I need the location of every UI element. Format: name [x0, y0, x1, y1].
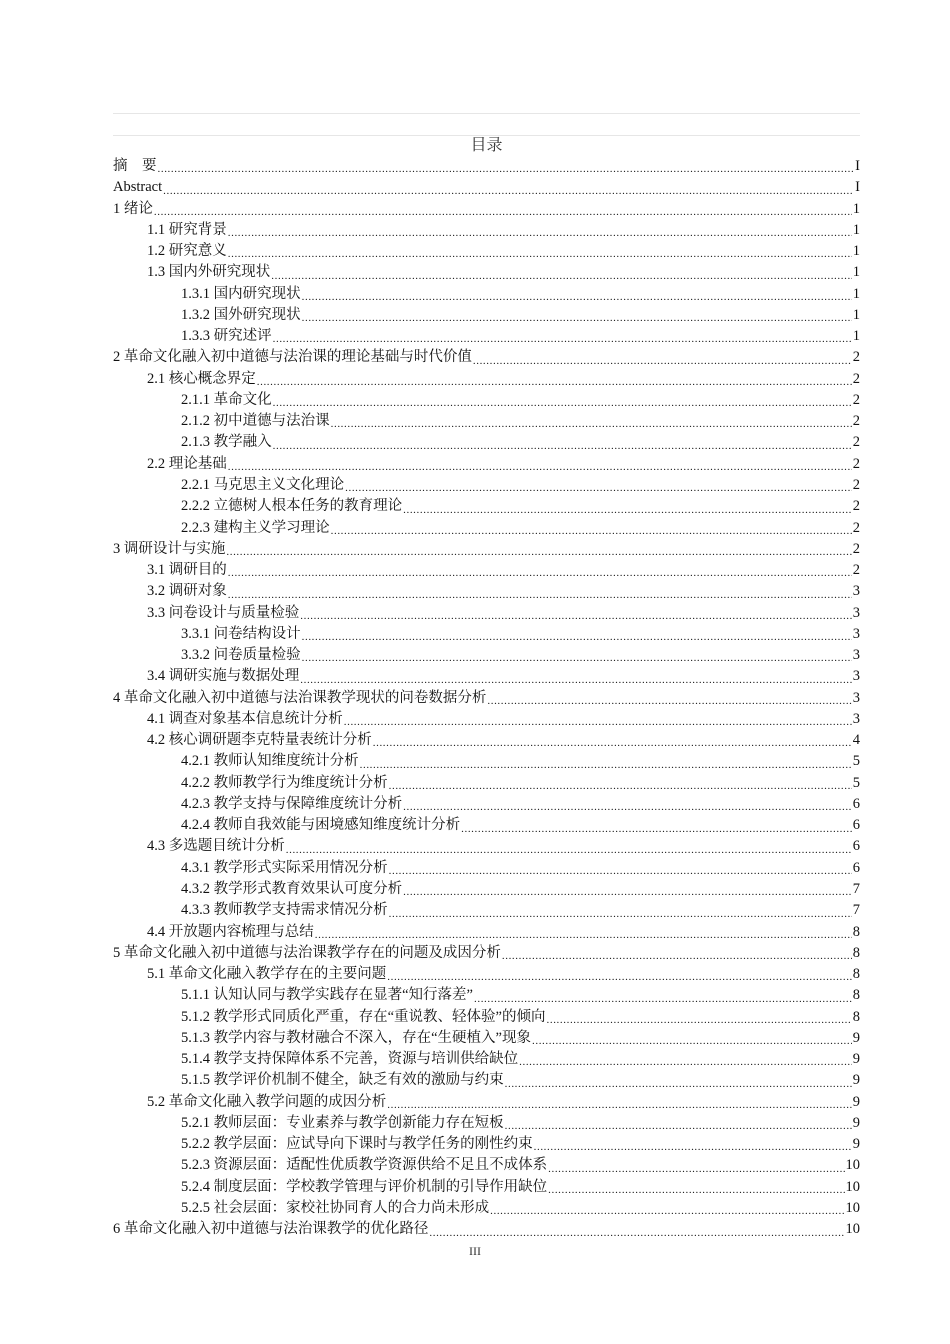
toc-dot-leader — [163, 177, 854, 198]
toc-entry-title: 2.2.1 马克思主义文化理论 — [181, 476, 345, 493]
header-rule-top — [113, 113, 860, 114]
toc-dot-leader — [228, 220, 852, 241]
toc-entry[interactable] — [113, 837, 860, 858]
toc-entry-title: 2 革命文化融入初中道德与法治课的理论基础与时代价值 — [113, 349, 472, 366]
toc-entry-page: 10 — [845, 1178, 860, 1195]
toc-entry[interactable] — [113, 900, 860, 921]
toc-dot-leader — [548, 1155, 844, 1176]
toc-dot-leader — [273, 326, 852, 347]
toc-entry-title: 4.3.2 教学形式教育效果认可度分析 — [181, 881, 403, 898]
toc-dot-leader — [387, 1092, 852, 1113]
toc-entry-title: 4.3.3 教师教学支持需求情况分析 — [181, 902, 388, 919]
toc-entry-page: 10 — [845, 1200, 860, 1216]
toc-entry-page: 10 — [845, 1157, 860, 1174]
toc-entry-page: 1 — [852, 328, 860, 345]
toc-entry-title: 5.1.2 教学形式同质化严重，存在“重说教、轻体验”的倾向 — [181, 1008, 546, 1025]
toc-entry-title: 4.3.1 教学形式实际采用情况分析 — [181, 859, 388, 876]
toc-entry[interactable] — [113, 1028, 860, 1049]
toc-entry-title: 5.1.5 教学评价机制不健全，缺乏有效的激励与约束 — [181, 1072, 504, 1089]
toc-entry-title: 2.1.3 教学融入 — [181, 434, 272, 451]
toc-dot-leader — [286, 837, 852, 858]
toc-entry[interactable] — [113, 454, 860, 475]
toc-entry-title: 4.2.2 教师教学行为维度统计分析 — [181, 774, 388, 791]
toc-entry-page: 8 — [852, 966, 860, 983]
toc-entry-page: 5 — [852, 774, 860, 791]
toc-entry-title: 1.3 国内外研究现状 — [147, 264, 271, 281]
toc-entry-page: 6 — [852, 859, 860, 876]
toc-dot-leader — [403, 879, 852, 900]
toc-entry-page: 9 — [852, 1029, 860, 1046]
toc-dot-leader — [548, 1177, 844, 1198]
toc-entry-page: 8 — [852, 987, 860, 1004]
toc-entry[interactable] — [113, 581, 860, 602]
toc-entry[interactable] — [113, 1219, 860, 1240]
toc-entry[interactable] — [113, 432, 860, 453]
toc-entry-page: 3 — [852, 647, 860, 664]
toc-entry-page: 1 — [852, 243, 860, 260]
toc-dot-leader — [257, 369, 852, 390]
toc-dot-leader — [315, 922, 852, 943]
toc-dot-leader — [387, 964, 852, 985]
toc-entry-page: 9 — [852, 1114, 860, 1131]
toc-entry[interactable] — [113, 156, 860, 177]
toc-entry-page: 9 — [852, 1136, 860, 1153]
toc-entry-title: 5 革命文化融入初中道德与法治课教学存在的问题及成因分析 — [113, 944, 501, 961]
toc-dot-leader — [389, 858, 852, 879]
toc-entry-page: 3 — [852, 689, 860, 706]
toc-dot-leader — [228, 560, 852, 581]
toc-entry[interactable] — [113, 624, 860, 645]
toc-entry[interactable] — [113, 475, 860, 496]
toc-dot-leader — [228, 241, 852, 262]
toc-entry-title: 5.2.3 资源层面：适配性优质教学资源供给不足且不成体系 — [181, 1157, 548, 1174]
toc-entry-title: 2.2.2 立德树人根本任务的教育理论 — [181, 498, 403, 515]
toc-entry-title: 2.2 理论基础 — [147, 455, 227, 472]
toc-entry-title: 5.2 革命文化融入教学问题的成因分析 — [147, 1093, 387, 1110]
toc-dot-leader — [547, 1007, 852, 1028]
toc-entry-page: 9 — [852, 1051, 860, 1068]
toc-entry-title: 3.1 调研目的 — [147, 562, 227, 579]
toc-entry[interactable] — [113, 943, 860, 964]
toc-dot-leader — [505, 1070, 852, 1091]
toc-entry-title: 5.1.1 认知认同与教学实践存在显著“知行落差” — [181, 987, 473, 1004]
toc-dot-leader — [461, 815, 852, 836]
toc-entry-page: 3 — [852, 625, 860, 642]
toc-entry[interactable] — [113, 773, 860, 794]
toc-entry[interactable] — [113, 751, 860, 772]
toc-entry-title: 4.2.1 教师认知维度统计分析 — [181, 753, 359, 770]
toc-entry[interactable] — [113, 1177, 860, 1198]
toc-entry-page: 2 — [852, 434, 860, 451]
toc-entry-page: 7 — [852, 902, 860, 919]
toc-dot-leader — [373, 730, 852, 751]
toc-entry-page: 1 — [852, 285, 860, 302]
toc-entry-page: 10 — [845, 1221, 860, 1238]
toc-entry[interactable] — [113, 603, 860, 624]
toc-entry-page: 9 — [852, 1093, 860, 1110]
toc-entry-page: 2 — [852, 370, 860, 387]
toc-entry-title: 4.2 核心调研题李克特量表统计分析 — [147, 732, 372, 749]
toc-dot-leader — [300, 603, 852, 624]
toc-entry-title: 5.2.2 教学层面：应试导向下课时与教学任务的刚性约束 — [181, 1136, 533, 1153]
toc-dot-leader — [331, 518, 852, 539]
toc-entry-page: 6 — [852, 795, 860, 812]
toc-dot-leader — [403, 794, 852, 815]
toc-dot-leader — [532, 1028, 852, 1049]
toc-entry[interactable] — [113, 411, 860, 432]
toc-entry[interactable] — [113, 964, 860, 985]
toc-entry[interactable] — [113, 518, 860, 539]
toc-dot-leader — [300, 666, 852, 687]
toc-entry-page: I — [855, 157, 860, 174]
toc-entry-page: 3 — [852, 710, 860, 727]
toc-entry[interactable] — [113, 262, 860, 283]
toc-entry-page: 8 — [852, 1008, 860, 1025]
toc-entry-title: 3.3 问卷设计与质量检验 — [147, 604, 300, 621]
toc-dot-leader — [302, 624, 852, 645]
toc-entry[interactable] — [113, 177, 860, 198]
toc-dot-leader — [534, 1134, 852, 1155]
toc-dot-leader — [226, 539, 851, 560]
toc-dot-leader — [519, 1049, 852, 1070]
toc-entry-page: 2 — [852, 562, 860, 579]
toc-dot-leader — [302, 645, 852, 666]
toc-entry-title: 4 革命文化融入初中道德与法治课教学现状的问卷数据分析 — [113, 689, 487, 706]
toc-entry-page: 8 — [852, 944, 860, 961]
toc-entry[interactable] — [113, 1049, 860, 1070]
toc-entry-title: 2.1.1 革命文化 — [181, 391, 272, 408]
toc-entry-title: 6 革命文化融入初中道德与法治课教学的优化路径 — [113, 1221, 429, 1238]
toc-entry-page: 1 — [852, 306, 860, 323]
toc-entry[interactable] — [113, 539, 860, 560]
toc-entry-title: 5.2.4 制度层面：学校教学管理与评价机制的引导作用缺位 — [181, 1178, 548, 1195]
toc-entry-page: 2 — [852, 391, 860, 408]
toc-entry[interactable] — [113, 326, 860, 347]
toc-entry-page: 2 — [852, 476, 860, 493]
toc-entry-title: 2.1.2 初中道德与法治课 — [181, 413, 330, 430]
toc-dot-leader — [271, 262, 852, 283]
toc-entry-title: 3.3.2 问卷质量检验 — [181, 647, 301, 664]
toc-entry-title: 1.3.1 国内研究现状 — [181, 285, 301, 302]
toc-entry[interactable] — [113, 1155, 860, 1176]
toc-entry-page: I — [855, 179, 860, 196]
toc-entry-title: 4.3 多选题目统计分析 — [147, 838, 285, 855]
toc-entry[interactable] — [113, 1007, 860, 1028]
toc-dot-leader — [473, 347, 852, 368]
toc-entry-page: 7 — [852, 881, 860, 898]
page-number: III — [469, 1244, 481, 1258]
toc-entry[interactable] — [113, 496, 860, 517]
toc-entry-page: 3 — [852, 604, 860, 621]
toc-entry[interactable] — [113, 560, 860, 581]
toc-dot-leader — [158, 156, 855, 177]
toc-entry[interactable] — [113, 390, 860, 411]
toc-entry[interactable] — [113, 305, 860, 326]
toc-entry-title: 摘 要 — [113, 157, 157, 174]
toc-entry-title: 3.4 调研实施与数据处理 — [147, 668, 300, 685]
toc-entry-page: 2 — [852, 349, 860, 366]
toc-dot-leader — [302, 284, 852, 305]
toc-entry-page: 1 — [852, 200, 860, 217]
toc-dot-leader — [502, 943, 852, 964]
toc-dot-leader — [273, 390, 852, 411]
toc-entry-title: 5.1.4 教学支持保障体系不完善，资源与培训供给缺位 — [181, 1051, 519, 1068]
toc-entry-page: 2 — [852, 498, 860, 515]
toc-entry-page: 2 — [852, 519, 860, 536]
toc-dot-leader — [273, 432, 852, 453]
toc-dot-leader — [344, 709, 852, 730]
toc-entry-title: 2.2.3 建构主义学习理论 — [181, 519, 330, 536]
toc-entry-page: 1 — [852, 221, 860, 238]
toc-entry-page: 8 — [852, 923, 860, 940]
toc-entry[interactable] — [113, 645, 860, 666]
toc-entry-title: 2.1 核心概念界定 — [147, 370, 256, 387]
toc-dot-leader — [345, 475, 852, 496]
toc-entry[interactable] — [113, 241, 860, 262]
toc-entry-page: 5 — [852, 753, 860, 770]
toc-dot-leader — [302, 305, 852, 326]
toc-entry-title: 1.3.2 国外研究现状 — [181, 306, 301, 323]
toc-entry[interactable] — [113, 369, 860, 390]
toc-entry[interactable] — [113, 1134, 860, 1155]
toc-entry-page: 6 — [852, 838, 860, 855]
toc-entry[interactable] — [113, 199, 860, 220]
toc-dot-leader — [487, 688, 851, 709]
toc-entry[interactable] — [113, 858, 860, 879]
toc-entry-title: 5.2.5 社会层面：家校社协同育人的合力尚未形成 — [181, 1200, 490, 1216]
toc-entry[interactable] — [113, 730, 860, 751]
toc-dot-leader — [360, 751, 852, 772]
toc-entry-title: 4.2.3 教学支持与保障维度统计分析 — [181, 795, 403, 812]
toc-entry[interactable] — [113, 1070, 860, 1091]
toc-entry[interactable] — [113, 220, 860, 241]
toc-dot-leader — [228, 454, 852, 475]
toc-entry-title: 3.3.1 问卷结构设计 — [181, 625, 301, 642]
toc-entry[interactable] — [113, 985, 860, 1006]
toc-entry-title: 4.2.4 教师自我效能与困境感知维度统计分析 — [181, 817, 461, 834]
toc-entry-title: 5.1.3 教学内容与教材融合不深入，存在“生硬植入”现象 — [181, 1029, 531, 1046]
toc-entry[interactable] — [113, 1113, 860, 1134]
toc-entry-page: 2 — [852, 540, 860, 557]
toc-entry[interactable] — [113, 284, 860, 305]
toc-entry-title: 5.1 革命文化融入教学存在的主要问题 — [147, 966, 387, 983]
toc-entry[interactable] — [113, 879, 860, 900]
toc-entry[interactable] — [113, 794, 860, 815]
toc-entry-page: 3 — [852, 583, 860, 600]
toc-entry-title: 1.2 研究意义 — [147, 243, 227, 260]
toc-entry[interactable] — [113, 688, 860, 709]
toc-dot-leader — [429, 1219, 844, 1240]
toc-title: 目录 — [470, 137, 503, 154]
toc-entry[interactable] — [113, 709, 860, 730]
toc-entry-title: 4.4 开放题内容梳理与总结 — [147, 923, 314, 940]
toc-entry-page: 4 — [852, 732, 860, 749]
toc-dot-leader — [228, 581, 852, 602]
table-of-contents — [113, 156, 860, 1241]
toc-dot-leader — [389, 773, 852, 794]
toc-entry-page: 2 — [852, 413, 860, 430]
toc-dot-leader — [331, 411, 852, 432]
toc-entry-title: Abstract — [113, 179, 163, 196]
toc-dot-leader — [154, 199, 852, 220]
toc-entry[interactable] — [113, 1092, 860, 1113]
toc-entry[interactable] — [113, 1198, 860, 1219]
toc-entry[interactable] — [113, 922, 860, 943]
toc-entry[interactable] — [113, 347, 860, 368]
toc-entry-page: 6 — [852, 817, 860, 834]
toc-entry-page: 9 — [852, 1072, 860, 1089]
toc-entry-title: 4.1 调查对象基本信息统计分析 — [147, 710, 343, 727]
toc-entry-title: 1.3.3 研究述评 — [181, 328, 272, 345]
toc-entry[interactable] — [113, 666, 860, 687]
toc-entry-page: 2 — [852, 455, 860, 472]
toc-dot-leader — [490, 1198, 844, 1219]
toc-entry-title: 1 绪论 — [113, 200, 153, 217]
toc-dot-leader — [505, 1113, 852, 1134]
toc-dot-leader — [474, 985, 852, 1006]
toc-entry-page: 3 — [852, 668, 860, 685]
toc-entry-page: 1 — [852, 264, 860, 281]
toc-entry-title: 5.2.1 教师层面：专业素养与教学创新能力存在短板 — [181, 1114, 504, 1131]
toc-entry[interactable] — [113, 815, 860, 836]
toc-dot-leader — [389, 900, 852, 921]
toc-entry-title: 3 调研设计与实施 — [113, 540, 226, 557]
toc-entry-title: 3.2 调研对象 — [147, 583, 227, 600]
toc-dot-leader — [403, 496, 852, 517]
toc-entry-title: 1.1 研究背景 — [147, 221, 227, 238]
